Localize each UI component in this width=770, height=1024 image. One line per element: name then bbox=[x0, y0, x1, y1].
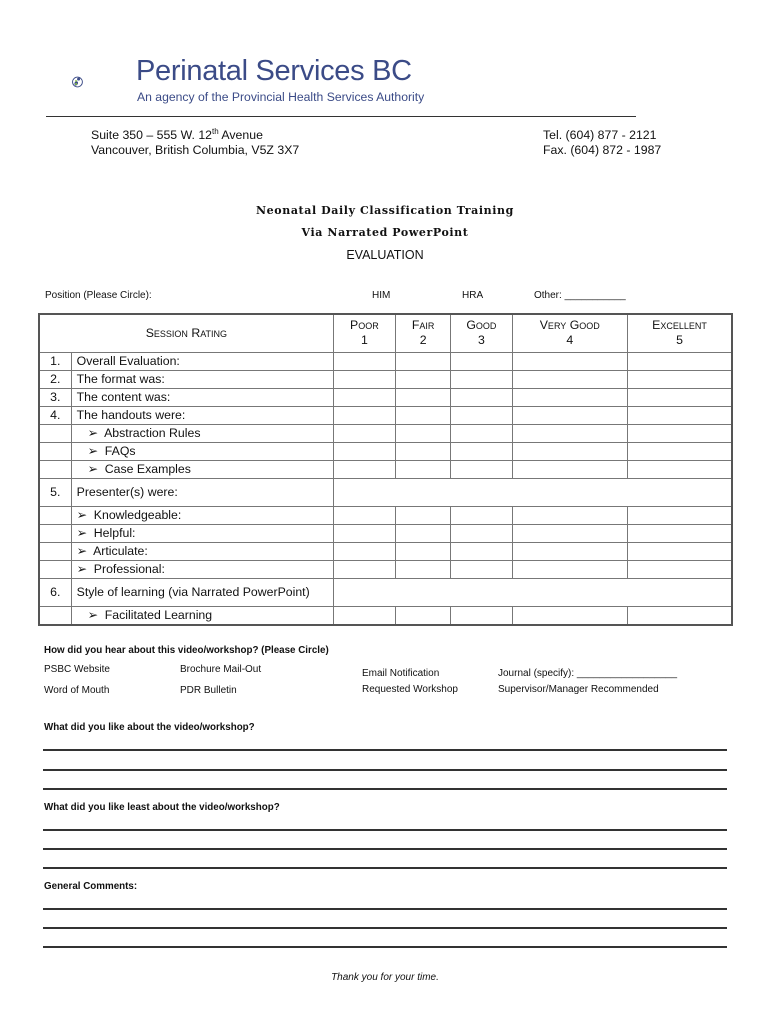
rating-header-good: Good 3 bbox=[451, 314, 512, 352]
rating-cell[interactable] bbox=[396, 406, 451, 424]
psbc-logo-icon bbox=[72, 52, 134, 112]
rating-cell[interactable] bbox=[512, 424, 628, 442]
bullet-arrow-icon: ➢ bbox=[87, 462, 98, 476]
row-label: ➢ Knowledgeable: bbox=[71, 506, 333, 524]
section-blank-cell bbox=[333, 478, 732, 506]
table-header-row bbox=[39, 314, 732, 352]
section-blank-cell bbox=[333, 578, 732, 606]
hear-option-pdr-bulletin[interactable]: PDR Bulletin bbox=[180, 685, 237, 696]
row-number bbox=[39, 506, 71, 524]
org-name: Perinatal Services BC bbox=[136, 55, 412, 87]
table-row bbox=[39, 370, 732, 388]
row-label: Overall Evaluation: bbox=[71, 352, 333, 370]
table-row bbox=[39, 524, 732, 542]
rating-cell[interactable] bbox=[628, 460, 733, 478]
rating-cell[interactable] bbox=[451, 560, 512, 578]
row-label: ➢ Case Examples bbox=[71, 460, 333, 478]
table-row bbox=[39, 542, 732, 560]
row-number bbox=[39, 542, 71, 560]
row-number: 1. bbox=[39, 352, 71, 370]
rating-cell[interactable] bbox=[396, 352, 451, 370]
rating-cell[interactable] bbox=[451, 352, 512, 370]
rating-cell[interactable] bbox=[333, 606, 395, 625]
row-number: 4. bbox=[39, 406, 71, 424]
answer-line[interactable] bbox=[43, 788, 727, 790]
row-label: ➢ Professional: bbox=[71, 560, 333, 578]
rating-cell[interactable] bbox=[396, 370, 451, 388]
rating-cell[interactable] bbox=[512, 460, 628, 478]
rating-cell[interactable] bbox=[333, 542, 395, 560]
rating-cell[interactable] bbox=[451, 524, 512, 542]
row-number bbox=[39, 442, 71, 460]
row-label: Presenter(s) were: bbox=[71, 478, 333, 506]
hear-option-requested-workshop[interactable]: Requested Workshop bbox=[362, 684, 458, 695]
answer-line[interactable] bbox=[43, 927, 727, 929]
rating-cell[interactable] bbox=[628, 388, 733, 406]
rating-cell[interactable] bbox=[628, 542, 733, 560]
rating-cell[interactable] bbox=[396, 388, 451, 406]
comments-label: General Comments: bbox=[44, 881, 138, 892]
rating-cell[interactable] bbox=[628, 442, 733, 460]
table-row bbox=[39, 406, 732, 424]
rating-cell[interactable] bbox=[451, 388, 512, 406]
rating-cell[interactable] bbox=[512, 542, 628, 560]
rating-cell[interactable] bbox=[333, 506, 395, 524]
row-label: The format was: bbox=[71, 370, 333, 388]
hear-question: How did you hear about this video/workshop? (Please Circle) bbox=[44, 645, 329, 656]
row-number bbox=[39, 524, 71, 542]
row-label: ➢ Abstraction Rules bbox=[71, 424, 333, 442]
position-option-him[interactable]: HIM bbox=[372, 290, 391, 301]
document-title: Neonatal Daily Classification Training bbox=[256, 204, 514, 217]
address-line-1: Suite 350 – 555 W. 12th Avenue bbox=[91, 126, 263, 142]
rating-cell[interactable] bbox=[512, 370, 628, 388]
rating-cell[interactable] bbox=[333, 406, 395, 424]
rating-cell[interactable] bbox=[451, 606, 512, 625]
table-row bbox=[39, 606, 732, 625]
rating-cell[interactable] bbox=[396, 606, 451, 625]
rating-cell[interactable] bbox=[333, 388, 395, 406]
table-row bbox=[39, 506, 732, 524]
row-number: 2. bbox=[39, 370, 71, 388]
rating-cell[interactable] bbox=[451, 406, 512, 424]
row-number: 5. bbox=[39, 478, 71, 506]
session-rating-header: Session Rating bbox=[39, 314, 333, 352]
table-row bbox=[39, 460, 732, 478]
position-option-other[interactable]: Other: ___________ bbox=[534, 290, 626, 301]
row-label: ➢ Helpful: bbox=[71, 524, 333, 542]
rating-cell[interactable] bbox=[396, 424, 451, 442]
rating-cell[interactable] bbox=[396, 506, 451, 524]
table-row bbox=[39, 352, 732, 370]
rating-cell[interactable] bbox=[333, 460, 395, 478]
hear-option-brochure[interactable]: Brochure Mail-Out bbox=[180, 664, 262, 675]
document-subtitle: Via Narrated PowerPoint bbox=[301, 226, 469, 239]
rating-header-very-good: Very Good 4 bbox=[512, 314, 628, 352]
rating-header-poor: Poor 1 bbox=[333, 314, 395, 352]
rating-header-fair: Fair 2 bbox=[396, 314, 451, 352]
rating-cell[interactable] bbox=[333, 524, 395, 542]
table-row bbox=[39, 424, 732, 442]
row-label: ➢ FAQs bbox=[71, 442, 333, 460]
rating-cell[interactable] bbox=[628, 370, 733, 388]
address-line-2: Vancouver, British Columbia, V5Z 3X7 bbox=[91, 143, 300, 157]
rating-cell[interactable] bbox=[451, 370, 512, 388]
answer-line[interactable] bbox=[43, 769, 727, 771]
row-number: 6. bbox=[39, 578, 71, 606]
hear-option-email[interactable]: Email Notification bbox=[362, 668, 440, 679]
row-label: The content was: bbox=[71, 388, 333, 406]
rating-cell[interactable] bbox=[396, 460, 451, 478]
row-number bbox=[39, 460, 71, 478]
answer-line[interactable] bbox=[43, 867, 727, 869]
answer-line[interactable] bbox=[43, 848, 727, 850]
rating-cell[interactable] bbox=[628, 406, 733, 424]
rating-cell[interactable] bbox=[333, 560, 395, 578]
position-option-hra[interactable]: HRA bbox=[462, 290, 484, 301]
rating-cell[interactable] bbox=[512, 442, 628, 460]
bullet-arrow-icon: ➢ bbox=[76, 526, 87, 540]
rating-cell[interactable] bbox=[628, 560, 733, 578]
answer-line[interactable] bbox=[43, 829, 727, 831]
table-row bbox=[39, 442, 732, 460]
rating-cell[interactable] bbox=[451, 442, 512, 460]
table-row bbox=[39, 478, 732, 506]
rating-cell[interactable] bbox=[628, 506, 733, 524]
fax: Fax. (604) 872 - 1987 bbox=[543, 143, 662, 157]
rating-cell[interactable] bbox=[512, 524, 628, 542]
document-kind: EVALUATION bbox=[346, 248, 424, 262]
contact-block bbox=[543, 128, 661, 158]
rating-cell[interactable] bbox=[333, 424, 395, 442]
session-rating-table bbox=[38, 313, 733, 626]
org-subtitle: An agency of the Provincial Health Services Authority bbox=[137, 90, 425, 104]
bullet-arrow-icon: ➢ bbox=[87, 444, 98, 458]
row-label: Style of learning (via Narrated PowerPoint) bbox=[71, 578, 333, 606]
telephone: Tel. (604) 877 - 2121 bbox=[543, 128, 657, 142]
answer-line[interactable] bbox=[43, 946, 727, 948]
header-divider bbox=[46, 116, 636, 117]
hear-option-psbc-website[interactable]: PSBC Website bbox=[44, 664, 110, 675]
table-row bbox=[39, 560, 732, 578]
answer-line[interactable] bbox=[43, 908, 727, 910]
row-label: ➢ Articulate: bbox=[71, 542, 333, 560]
rating-cell[interactable] bbox=[451, 460, 512, 478]
rating-cell[interactable] bbox=[512, 352, 628, 370]
row-label: ➢ Facilitated Learning bbox=[71, 606, 333, 625]
row-label: The handouts were: bbox=[71, 406, 333, 424]
row-number bbox=[39, 424, 71, 442]
position-label: Position (Please Circle): bbox=[45, 290, 152, 301]
rating-cell[interactable] bbox=[512, 506, 628, 524]
bullet-arrow-icon: ➢ bbox=[76, 508, 87, 522]
rating-cell[interactable] bbox=[396, 542, 451, 560]
row-number bbox=[39, 606, 71, 625]
bullet-arrow-icon: ➢ bbox=[87, 608, 98, 622]
row-number: 3. bbox=[39, 388, 71, 406]
rating-cell[interactable] bbox=[451, 424, 512, 442]
rating-cell[interactable] bbox=[396, 560, 451, 578]
rating-cell[interactable] bbox=[512, 388, 628, 406]
hear-option-journal[interactable]: Journal (specify): __________________ bbox=[498, 668, 678, 679]
rating-cell[interactable] bbox=[628, 524, 733, 542]
address-block bbox=[91, 128, 299, 158]
thank-you-note: Thank you for your time. bbox=[331, 972, 439, 983]
table-row bbox=[39, 578, 732, 606]
rating-cell[interactable] bbox=[628, 606, 733, 625]
rating-cell[interactable] bbox=[333, 370, 395, 388]
hear-option-word-of-mouth[interactable]: Word of Mouth bbox=[44, 685, 110, 696]
rating-cell[interactable] bbox=[512, 606, 628, 625]
rating-cell[interactable] bbox=[396, 524, 451, 542]
rating-cell[interactable] bbox=[333, 352, 395, 370]
bullet-arrow-icon: ➢ bbox=[76, 562, 87, 576]
rating-cell[interactable] bbox=[628, 352, 733, 370]
rating-cell[interactable] bbox=[451, 542, 512, 560]
rating-cell[interactable] bbox=[333, 442, 395, 460]
liked-question: What did you like about the video/workshop? bbox=[44, 722, 255, 733]
rating-header-excellent: Excellent 5 bbox=[628, 314, 733, 352]
rating-cell[interactable] bbox=[451, 506, 512, 524]
bullet-arrow-icon: ➢ bbox=[87, 426, 98, 440]
rating-cell[interactable] bbox=[512, 560, 628, 578]
hear-option-supervisor[interactable]: Supervisor/Manager Recommended bbox=[498, 684, 659, 695]
rating-cell[interactable] bbox=[512, 406, 628, 424]
rating-cell[interactable] bbox=[396, 442, 451, 460]
rating-cell[interactable] bbox=[628, 424, 733, 442]
table-row bbox=[39, 388, 732, 406]
row-number bbox=[39, 560, 71, 578]
least-question: What did you like least about the video/workshop? bbox=[44, 802, 280, 813]
answer-line[interactable] bbox=[43, 749, 727, 751]
bullet-arrow-icon: ➢ bbox=[76, 544, 87, 558]
